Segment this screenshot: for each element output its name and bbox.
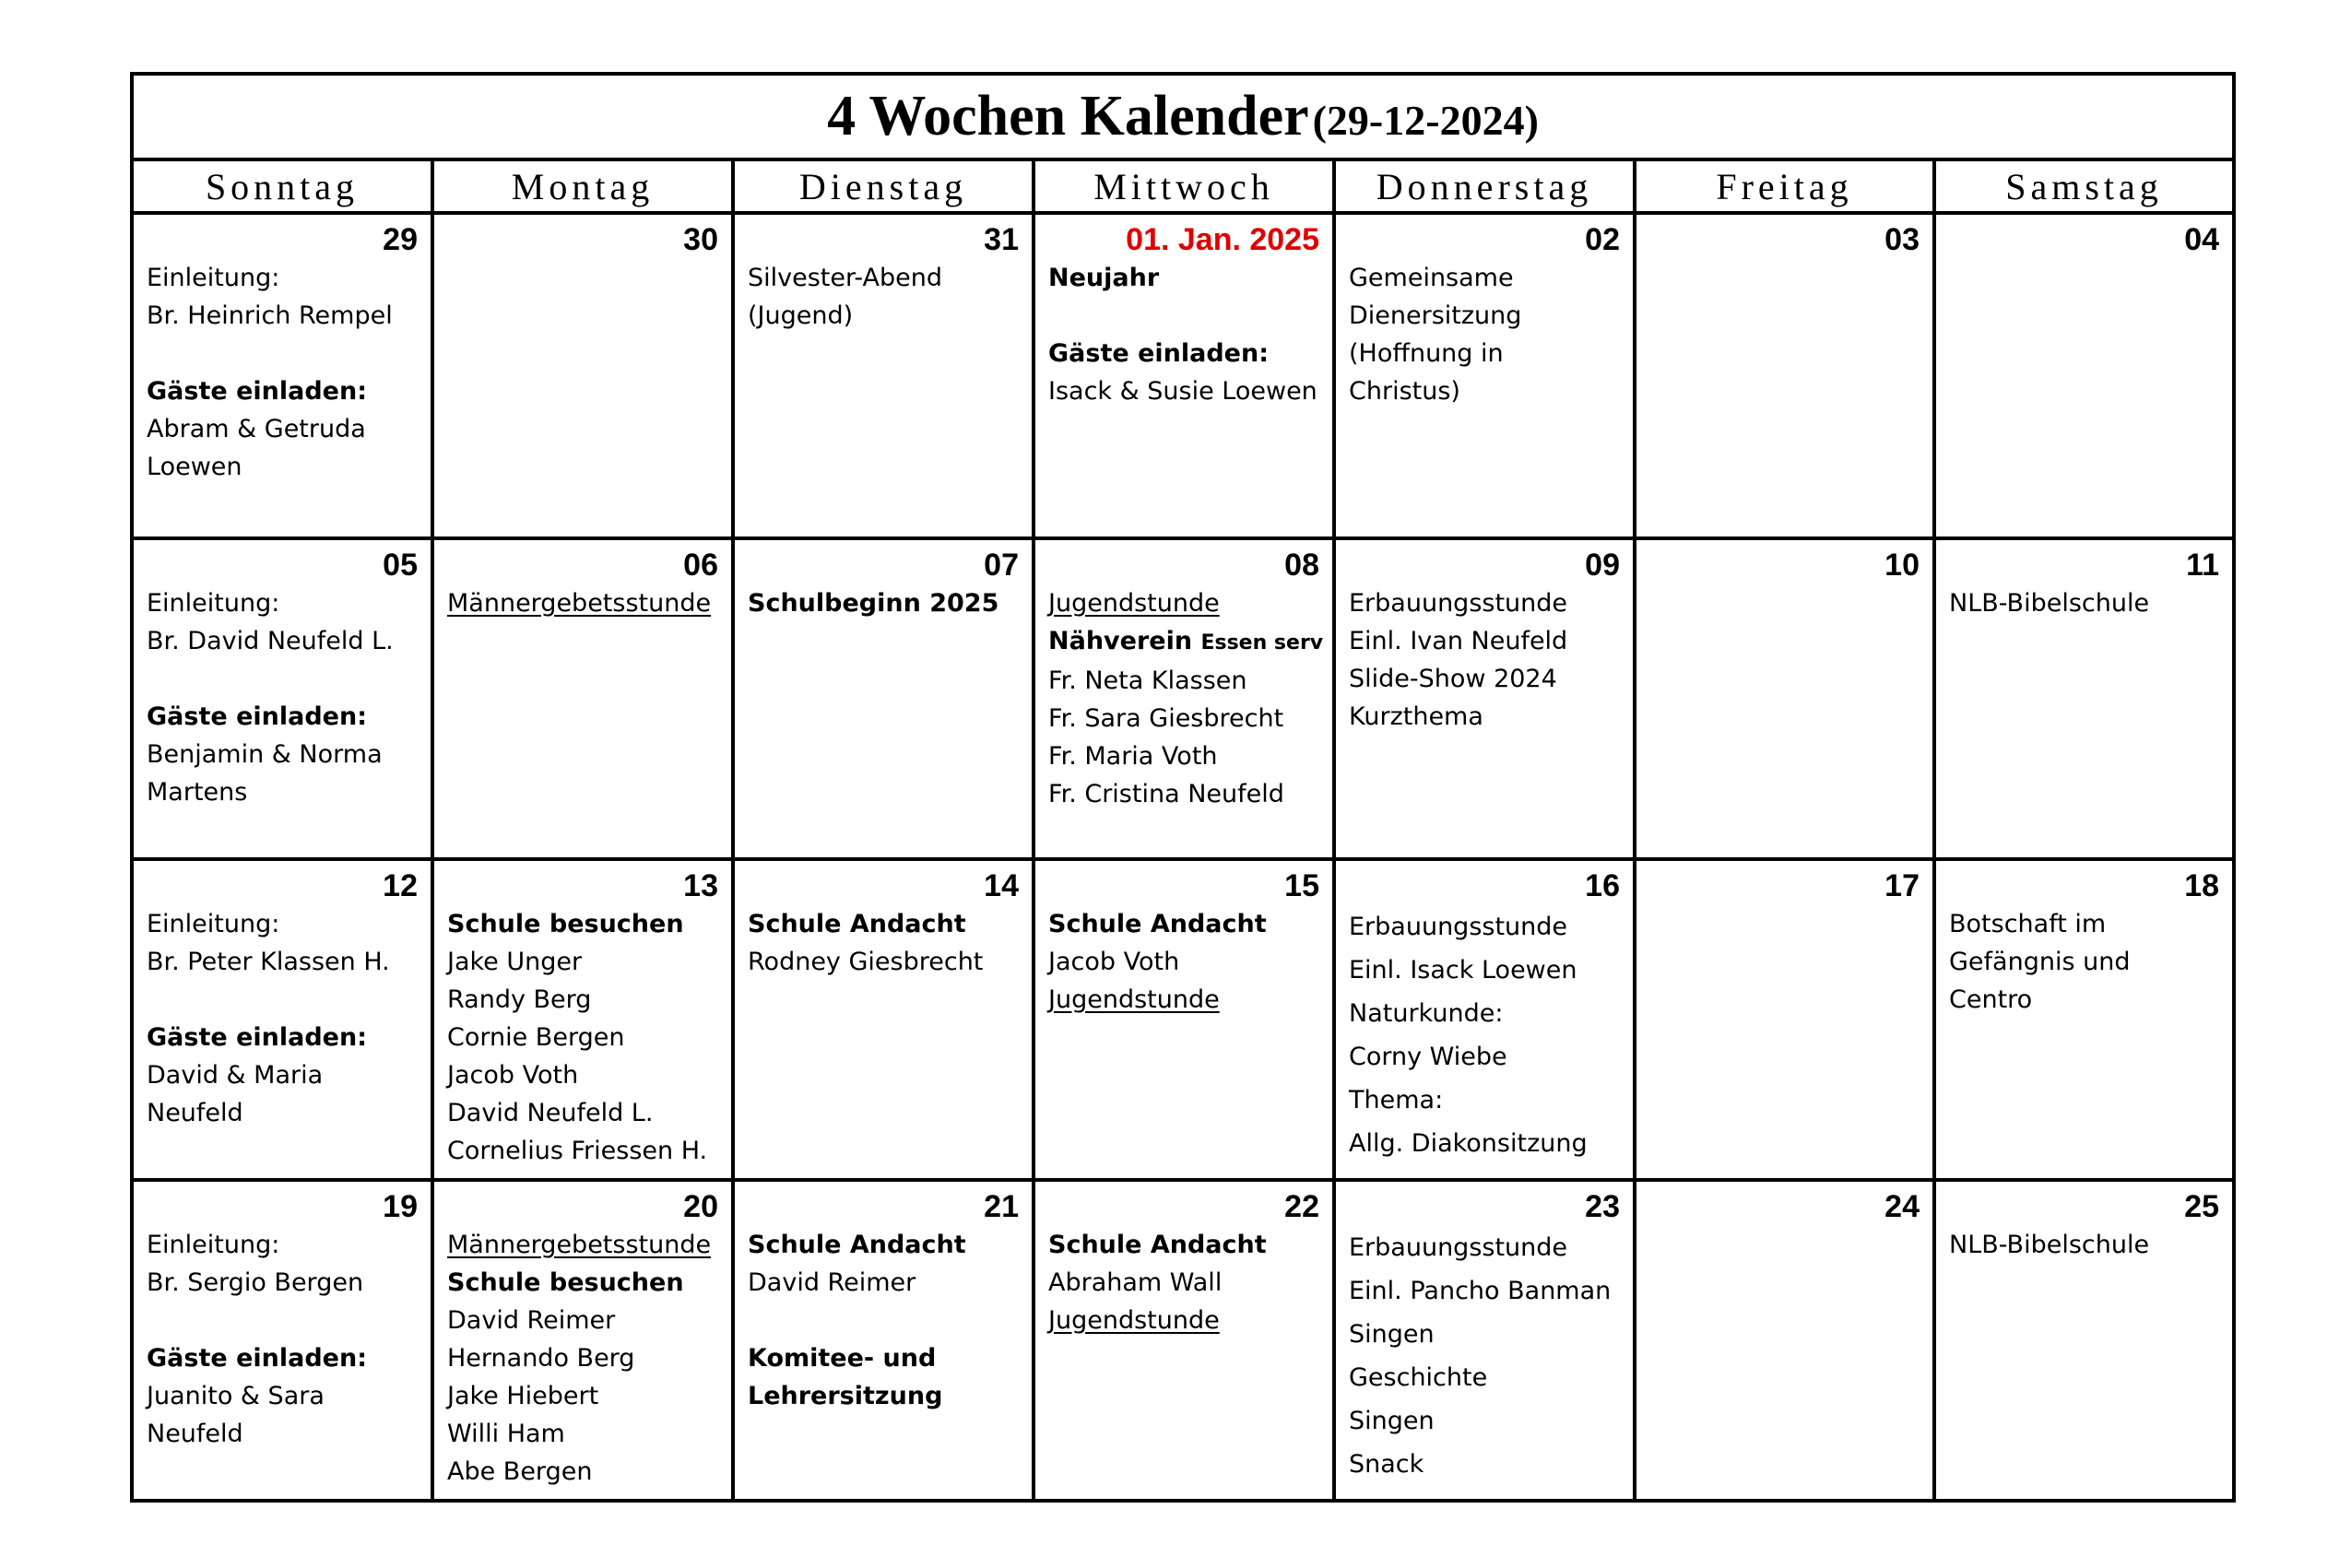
- event-line: [1048, 259, 1319, 297]
- event-line: [748, 943, 1019, 981]
- event-line: [147, 622, 418, 660]
- event-line: [147, 1377, 418, 1415]
- day-cell: [132, 538, 432, 859]
- event-line: [1949, 981, 2219, 1019]
- event-text: Einl. Ivan Neufeld: [1349, 627, 1568, 655]
- event-text: Einleitung:: [147, 264, 280, 292]
- calendar-title: [132, 74, 2234, 159]
- day-cell: [1934, 538, 2234, 859]
- weekday-mittwoch: Mittwoch: [1034, 159, 1334, 213]
- event-line: [447, 1132, 718, 1170]
- event-line: [447, 1377, 718, 1415]
- day-cell: [1934, 859, 2234, 1180]
- event-text: Br. Heinrich Rempel: [147, 301, 393, 330]
- event-line: [1949, 943, 2219, 981]
- day-cell: [1034, 538, 1334, 859]
- event-text: Jugendstunde: [1048, 985, 1220, 1014]
- event-line: [147, 773, 418, 811]
- event-text: Martens: [147, 778, 248, 807]
- event-line: [1949, 584, 2219, 622]
- event-text: Jake Hiebert: [447, 1382, 599, 1410]
- event-text: Jugendstunde: [1048, 589, 1220, 618]
- day-number: 11: [2186, 548, 2220, 583]
- event-line: [147, 1226, 418, 1264]
- day-number: 04: [2184, 222, 2220, 257]
- event-line: [1048, 775, 1319, 813]
- event-text: Schule besuchen: [447, 910, 684, 938]
- day-number: 10: [1884, 548, 1920, 583]
- day-cell: [1635, 859, 1934, 1180]
- event-text: David & Maria: [147, 1061, 324, 1090]
- event-text: David Reimer: [447, 1306, 616, 1335]
- event-line: [748, 1302, 1019, 1339]
- event-line: [1349, 372, 1620, 410]
- day-number: 01. Jan. 2025: [1126, 222, 1319, 257]
- event-text: Fr. Cristina Neufeld: [1048, 780, 1284, 808]
- event-text: Schule besuchen: [447, 1268, 684, 1297]
- day-number: 18: [2184, 868, 2220, 903]
- event-text: Neujahr: [1048, 264, 1160, 292]
- week-row: [132, 538, 2234, 859]
- event-text: Randy Berg: [447, 985, 592, 1014]
- event-line: [1349, 905, 1620, 949]
- day-cell: [132, 859, 432, 1180]
- event-text: Hernando Berg: [447, 1344, 635, 1373]
- event-text: Neufeld: [147, 1420, 243, 1448]
- day-cell: [432, 538, 733, 859]
- event-text: Gäste einladen:: [147, 702, 367, 731]
- event-line: [447, 1453, 718, 1491]
- event-line: [1349, 1399, 1620, 1443]
- day-number: 19: [383, 1189, 418, 1224]
- day-cell: [1034, 213, 1334, 538]
- event-text: Schule Andacht: [748, 1231, 966, 1259]
- event-text: Centro: [1949, 985, 2033, 1014]
- event-text: Rodney Giesbrecht: [748, 948, 984, 976]
- day-number: 15: [1284, 868, 1319, 903]
- event-line: [447, 584, 718, 622]
- week-row: [132, 859, 2234, 1180]
- event-line: [1349, 335, 1620, 372]
- event-line: [1349, 622, 1620, 660]
- day-cell: [1334, 859, 1635, 1180]
- event-text: Erbauungsstunde: [1349, 1233, 1568, 1262]
- event-line: [447, 1415, 718, 1453]
- event-line: [447, 905, 718, 943]
- event-line: [1048, 662, 1319, 700]
- event-line: [447, 1302, 718, 1339]
- event-text: Allg. Diakonsitzung: [1349, 1129, 1588, 1158]
- event-line: [1349, 1035, 1620, 1079]
- day-cell: [132, 213, 432, 538]
- weekday-header-row: [132, 159, 2234, 213]
- event-text: NLB-Bibelschule: [1949, 1231, 2150, 1259]
- event-text: Gäste einladen:: [147, 1344, 367, 1373]
- event-line: [1048, 584, 1319, 622]
- event-note: Essen serv: [1200, 631, 1324, 654]
- event-text: Fr. Maria Voth: [1048, 742, 1218, 771]
- day-cell: [132, 1180, 432, 1501]
- event-line: [147, 981, 418, 1019]
- event-line: [447, 1226, 718, 1264]
- day-cell: [432, 213, 733, 538]
- day-number: 29: [383, 222, 418, 257]
- day-cell: [432, 859, 733, 1180]
- event-line: [147, 584, 418, 622]
- event-text: Jugendstunde: [1048, 1306, 1220, 1335]
- event-text: Gäste einladen:: [147, 1023, 367, 1052]
- event-line: [447, 1094, 718, 1132]
- event-text: Slide-Show 2024: [1349, 665, 1557, 693]
- event-text: Gefängnis und: [1949, 948, 2131, 976]
- calendar-table: [130, 72, 2236, 1503]
- event-line: [1349, 992, 1620, 1035]
- event-text: Gäste einladen:: [1048, 339, 1269, 368]
- day-cell: [1334, 1180, 1635, 1501]
- event-line: [147, 1094, 418, 1132]
- event-text: Komitee- und: [748, 1344, 937, 1373]
- event-line: [1048, 335, 1319, 372]
- event-line: [1048, 737, 1319, 775]
- day-cell: [1635, 538, 1934, 859]
- event-line: [748, 1264, 1019, 1302]
- event-line: [447, 981, 718, 1019]
- event-text: Corny Wiebe: [1349, 1043, 1507, 1071]
- event-line: [1349, 1443, 1620, 1486]
- event-line: [1048, 981, 1319, 1019]
- day-cell: [1334, 538, 1635, 859]
- event-text: Neufeld: [147, 1099, 243, 1127]
- event-line: [1349, 1079, 1620, 1122]
- day-number: 25: [2184, 1189, 2220, 1224]
- day-number: 21: [984, 1189, 1019, 1224]
- event-text: Juanito & Sara: [147, 1382, 325, 1410]
- event-line: [147, 259, 418, 297]
- event-line: [748, 584, 1019, 622]
- event-line: [748, 905, 1019, 943]
- event-line: [748, 297, 1019, 335]
- event-line: [1349, 949, 1620, 992]
- event-text: Loewen: [147, 453, 242, 481]
- weekday-donnerstag: Donnerstag: [1334, 159, 1635, 213]
- event-text: Christus): [1349, 377, 1460, 406]
- day-number: 13: [683, 868, 718, 903]
- event-text: Lehrersitzung: [748, 1382, 943, 1410]
- event-line: [1349, 1226, 1620, 1269]
- event-line: [147, 1339, 418, 1377]
- event-text: Schule Andacht: [748, 910, 966, 938]
- day-number: 16: [1585, 868, 1620, 903]
- event-line: [147, 410, 418, 448]
- event-line: [1349, 1122, 1620, 1165]
- event-line: [1048, 1264, 1319, 1302]
- event-line: [1349, 698, 1620, 736]
- event-line: [748, 1377, 1019, 1415]
- day-number: 03: [1884, 222, 1920, 257]
- event-text: Br. David Neufeld L.: [147, 627, 394, 655]
- event-text: Gäste einladen:: [147, 377, 367, 406]
- event-line: [147, 660, 418, 698]
- day-cell: [1934, 213, 2234, 538]
- event-text: (Jugend): [748, 301, 854, 330]
- day-cell: [1635, 1180, 1934, 1501]
- event-line: [1349, 297, 1620, 335]
- event-text: Singen: [1349, 1320, 1435, 1349]
- event-line: [1349, 259, 1620, 297]
- event-text: David Neufeld L.: [447, 1099, 654, 1127]
- title-main: 4 Wochen Kalender: [827, 85, 1309, 147]
- event-text: Jake Unger: [447, 948, 583, 976]
- event-line: [1349, 1269, 1620, 1313]
- event-text: Dienersitzung: [1349, 301, 1522, 330]
- day-number: 06: [683, 548, 718, 583]
- event-text: Männergebetsstunde: [447, 589, 712, 618]
- event-line: [147, 335, 418, 372]
- day-number: 31: [984, 222, 1019, 257]
- event-line: [748, 259, 1019, 297]
- event-line: [748, 1226, 1019, 1264]
- event-line: [147, 1264, 418, 1302]
- event-text: Fr. Neta Klassen: [1048, 666, 1247, 695]
- weekday-samstag: Samstag: [1934, 159, 2234, 213]
- event-text: Thema:: [1349, 1086, 1444, 1114]
- event-line: [147, 297, 418, 335]
- weekday-montag: Montag: [432, 159, 733, 213]
- day-number: 02: [1585, 222, 1620, 257]
- event-line: [147, 698, 418, 736]
- day-cell: [1034, 859, 1334, 1180]
- event-line: [1048, 905, 1319, 943]
- event-text: Isack & Susie Loewen: [1048, 377, 1317, 406]
- event-line: [1349, 660, 1620, 698]
- event-line: [147, 943, 418, 981]
- event-line: [1048, 1302, 1319, 1339]
- event-line: [447, 1339, 718, 1377]
- event-line: [1349, 1356, 1620, 1399]
- event-text: Einleitung:: [147, 589, 280, 618]
- event-text: Snack: [1349, 1450, 1424, 1479]
- event-line: [147, 1415, 418, 1453]
- event-text: Erbauungsstunde: [1349, 589, 1568, 618]
- event-text: Botschaft im: [1949, 910, 2107, 938]
- event-line: [1949, 1226, 2219, 1264]
- event-text: Br. Sergio Bergen: [147, 1268, 364, 1297]
- day-number: 30: [683, 222, 718, 257]
- event-text: Willi Ham: [447, 1420, 565, 1448]
- event-text: Jacob Voth: [1048, 948, 1180, 976]
- event-text: Einl. Pancho Banman: [1349, 1277, 1612, 1305]
- title-date: (29-12-2024): [1312, 97, 1539, 144]
- day-cell: [733, 213, 1034, 538]
- event-text: Kurzthema: [1349, 702, 1483, 731]
- event-line: [147, 448, 418, 486]
- event-text: Silvester-Abend: [748, 264, 942, 292]
- event-text: Schulbeginn 2025: [748, 589, 999, 618]
- event-line: [147, 1302, 418, 1339]
- event-text: Gemeinsame: [1349, 264, 1514, 292]
- day-number: 22: [1284, 1189, 1319, 1224]
- event-line: [1048, 372, 1319, 410]
- day-cell: [1034, 1180, 1334, 1501]
- day-number: 12: [383, 868, 418, 903]
- day-cell: [733, 859, 1034, 1180]
- event-line: [147, 905, 418, 943]
- event-text: Cornelius Friessen H.: [447, 1137, 708, 1165]
- event-text: Nähverein: [1048, 627, 1201, 655]
- event-line: [748, 1339, 1019, 1377]
- day-number: 24: [1884, 1189, 1920, 1224]
- event-text: Fr. Sara Giesbrecht: [1048, 704, 1284, 733]
- event-text: Jacob Voth: [447, 1061, 579, 1090]
- event-text: Einleitung:: [147, 1231, 280, 1259]
- event-text: Cornie Bergen: [447, 1023, 625, 1052]
- day-number: 20: [683, 1189, 718, 1224]
- event-line: [147, 1019, 418, 1056]
- weekday-sonntag: Sonntag: [132, 159, 432, 213]
- event-line: [447, 1056, 718, 1094]
- event-text: Schule Andacht: [1048, 910, 1267, 938]
- event-line: [147, 736, 418, 773]
- event-line: [1048, 943, 1319, 981]
- day-cell: [733, 538, 1034, 859]
- day-number: 09: [1585, 548, 1620, 583]
- event-text: Erbauungsstunde: [1349, 913, 1568, 941]
- day-cell: [1635, 213, 1934, 538]
- event-text: Schule Andacht: [1048, 1231, 1267, 1259]
- event-text: Einl. Isack Loewen: [1349, 956, 1577, 984]
- event-text: Singen: [1349, 1407, 1435, 1435]
- day-cell: [733, 1180, 1034, 1501]
- day-number: 23: [1585, 1189, 1620, 1224]
- event-line: [447, 943, 718, 981]
- event-text: Geschichte: [1349, 1363, 1488, 1392]
- event-line: [147, 1056, 418, 1094]
- event-text: Abraham Wall: [1048, 1268, 1223, 1297]
- event-line: [147, 372, 418, 410]
- week-row: [132, 213, 2234, 538]
- day-cell: [432, 1180, 733, 1501]
- day-number: 07: [984, 548, 1019, 583]
- event-line: [1048, 297, 1319, 335]
- weekday-dienstag: Dienstag: [733, 159, 1034, 213]
- day-number: 14: [984, 868, 1019, 903]
- event-line: [1349, 584, 1620, 622]
- day-number: 08: [1284, 548, 1319, 583]
- event-text: NLB-Bibelschule: [1949, 589, 2150, 618]
- event-text: Naturkunde:: [1349, 999, 1504, 1028]
- day-number: 17: [1884, 868, 1920, 903]
- weekday-freitag: Freitag: [1635, 159, 1934, 213]
- event-line: [1048, 622, 1324, 662]
- day-cell: [1934, 1180, 2234, 1501]
- event-line: [1349, 1313, 1620, 1356]
- event-text: David Reimer: [748, 1268, 916, 1297]
- event-text: Abram & Getruda: [147, 415, 366, 443]
- event-text: (Hoffnung in: [1349, 339, 1504, 368]
- event-text: Abe Bergen: [447, 1457, 593, 1486]
- event-line: [1949, 905, 2219, 943]
- week-row: [132, 1180, 2234, 1501]
- event-line: [1048, 700, 1319, 737]
- day-number: 05: [383, 548, 418, 583]
- event-line: [447, 1019, 718, 1056]
- event-text: Benjamin & Norma: [147, 740, 383, 769]
- event-text: Br. Peter Klassen H.: [147, 948, 390, 976]
- event-line: [1048, 1226, 1319, 1264]
- day-cell: [1334, 213, 1635, 538]
- event-text: Männergebetsstunde: [447, 1231, 712, 1259]
- event-text: Einleitung:: [147, 910, 280, 938]
- event-line: [447, 1264, 718, 1302]
